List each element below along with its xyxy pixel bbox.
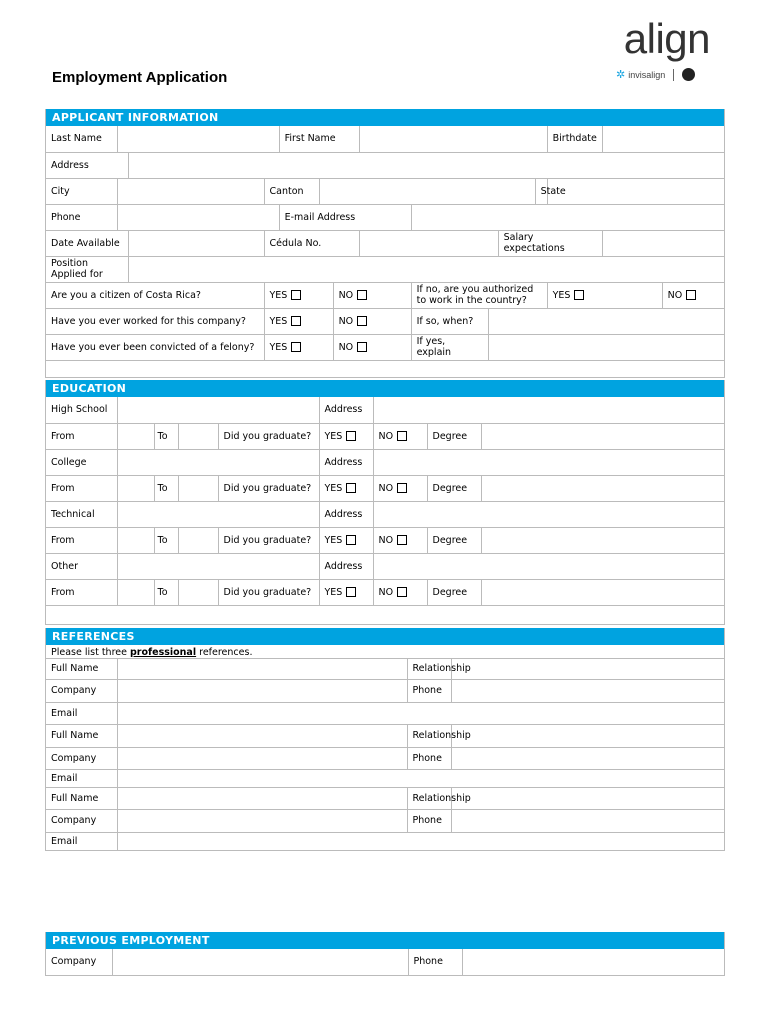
input-cedula[interactable] — [359, 230, 498, 256]
yes-label: YES — [324, 430, 343, 442]
checkbox[interactable] — [291, 290, 301, 300]
education-table — [46, 397, 724, 625]
yes-label: YES — [552, 289, 571, 301]
checkbox[interactable] — [397, 483, 407, 493]
label-cedula: Cédula No. — [264, 230, 359, 256]
no-label: NO — [667, 289, 683, 301]
align-logo — [610, 15, 710, 81]
input-degree[interactable] — [481, 527, 724, 553]
label-ref-relationship: Relationship — [407, 724, 451, 747]
label-ref-relationship: Relationship — [407, 787, 451, 809]
checkbox[interactable] — [357, 342, 367, 352]
graduate-no[interactable] — [373, 579, 427, 605]
input-degree[interactable] — [481, 475, 724, 501]
label-ref-full-name: Full Name — [46, 659, 117, 679]
label-from: From — [46, 423, 117, 449]
checkbox[interactable] — [346, 483, 356, 493]
input-school-address[interactable] — [373, 397, 724, 423]
input-canton[interactable] — [319, 178, 535, 204]
input-position[interactable] — [128, 256, 724, 282]
graduate-yes[interactable] — [319, 579, 373, 605]
logo-wordmark: align — [623, 15, 710, 62]
label-ref-email: Email — [46, 769, 117, 787]
label-school-type: College — [46, 449, 117, 475]
references-note — [46, 645, 724, 659]
label-when-question: If so, when? — [411, 308, 488, 334]
label-authorized-question: If no, are you authorized to work in the country? — [411, 282, 547, 308]
page-title: Employment Application — [52, 69, 228, 86]
checkbox[interactable] — [291, 342, 301, 352]
graduate-yes[interactable] — [319, 527, 373, 553]
label-ref-relationship: Relationship — [407, 659, 451, 679]
input-salary[interactable] — [602, 230, 724, 256]
label-canton: Canton — [264, 178, 319, 204]
previous-employment-table — [46, 949, 724, 976]
label-degree: Degree — [427, 475, 481, 501]
input-to[interactable] — [178, 423, 218, 449]
label-state: State — [535, 178, 547, 204]
checkbox[interactable] — [686, 290, 696, 300]
logo-divider — [673, 69, 674, 81]
graduate-yes[interactable] — [319, 423, 373, 449]
input-explain[interactable] — [488, 334, 724, 360]
input-from[interactable] — [117, 579, 154, 605]
label-birthdate: Birthdate — [547, 126, 602, 152]
no-label: NO — [338, 341, 354, 353]
yes-label: YES — [269, 289, 288, 301]
label-school-address: Address — [319, 449, 373, 475]
input-prev-phone[interactable] — [462, 949, 724, 975]
input-to[interactable] — [178, 527, 218, 553]
label-ref-phone: Phone — [407, 809, 451, 832]
worked-no[interactable] — [333, 308, 411, 334]
input-ref-email[interactable] — [117, 702, 724, 724]
input-ref-relationship[interactable] — [451, 787, 724, 809]
input-ref-phone[interactable] — [451, 679, 724, 702]
label-address: Address — [46, 152, 128, 178]
input-school-name[interactable] — [117, 553, 319, 579]
input-ref-phone[interactable] — [451, 747, 724, 769]
label-from: From — [46, 579, 117, 605]
label-school-type: Other — [46, 553, 117, 579]
input-school-address[interactable] — [373, 449, 724, 475]
yes-label: YES — [324, 534, 343, 546]
label-degree: Degree — [427, 527, 481, 553]
label-prev-company: Company — [46, 949, 112, 975]
input-birthdate[interactable] — [602, 126, 724, 152]
label-degree: Degree — [427, 423, 481, 449]
input-ref-company[interactable] — [117, 679, 407, 702]
label-graduate: Did you graduate? — [218, 579, 319, 605]
label-date-available: Date Available — [46, 230, 128, 256]
label-salary: Salary expectations — [498, 230, 602, 256]
label-prev-phone: Phone — [408, 949, 462, 975]
no-label: NO — [378, 482, 394, 494]
input-date-available[interactable] — [128, 230, 264, 256]
checkbox[interactable] — [397, 535, 407, 545]
label-email: E-mail Address — [279, 204, 411, 230]
input-ref-company[interactable] — [117, 809, 407, 832]
input-from[interactable] — [117, 423, 154, 449]
input-phone[interactable] — [117, 204, 279, 230]
input-ref-email[interactable] — [117, 769, 724, 787]
felony-no[interactable] — [333, 334, 411, 360]
input-from[interactable] — [117, 475, 154, 501]
itero-badge-icon — [682, 68, 695, 81]
section-header-applicant: APPLICANT INFORMATION — [46, 109, 724, 126]
label-to: To — [154, 527, 178, 553]
checkbox[interactable] — [574, 290, 584, 300]
checkbox[interactable] — [397, 587, 407, 597]
input-ref-relationship[interactable] — [451, 659, 724, 679]
label-first-name: First Name — [279, 126, 359, 152]
input-when[interactable] — [488, 308, 724, 334]
label-to: To — [154, 475, 178, 501]
logo-subbrand — [616, 68, 695, 81]
spacer-row — [46, 360, 724, 377]
note-text-end: references. — [196, 647, 253, 658]
no-label: NO — [378, 534, 394, 546]
input-last-name[interactable] — [117, 126, 279, 152]
label-graduate: Did you graduate? — [218, 423, 319, 449]
label-ref-company: Company — [46, 747, 117, 769]
input-ref-email[interactable] — [117, 832, 724, 850]
citizen-yes[interactable] — [264, 282, 333, 308]
label-school-address: Address — [319, 553, 373, 579]
checkbox[interactable] — [357, 290, 367, 300]
input-school-address[interactable] — [373, 553, 724, 579]
input-from[interactable] — [117, 527, 154, 553]
applicant-table — [46, 126, 724, 378]
no-label: NO — [378, 586, 394, 598]
section-header-education: EDUCATION — [46, 380, 724, 397]
checkbox[interactable] — [397, 431, 407, 441]
label-worked-question: Have you ever worked for this company? — [46, 308, 264, 334]
felony-yes[interactable] — [264, 334, 333, 360]
input-school-name[interactable] — [117, 397, 319, 423]
section-header-previous-employment: PREVIOUS EMPLOYMENT — [46, 932, 724, 949]
label-ref-email: Email — [46, 702, 117, 724]
label-felony-question: Have you ever been convicted of a felony? — [46, 334, 264, 360]
input-ref-full-name[interactable] — [117, 787, 407, 809]
checkbox[interactable] — [346, 587, 356, 597]
graduate-no[interactable] — [373, 475, 427, 501]
worked-yes[interactable] — [264, 308, 333, 334]
label-ref-full-name: Full Name — [46, 724, 117, 747]
no-label: NO — [338, 289, 354, 301]
note-text: Please list three — [51, 647, 130, 658]
input-address[interactable] — [128, 152, 724, 178]
input-city[interactable] — [117, 178, 264, 204]
input-school-name[interactable] — [117, 501, 319, 527]
input-school-name[interactable] — [117, 449, 319, 475]
input-ref-phone[interactable] — [451, 809, 724, 832]
yes-label: YES — [324, 482, 343, 494]
label-graduate: Did you graduate? — [218, 527, 319, 553]
input-ref-company[interactable] — [117, 747, 407, 769]
sparkle-icon: ✲ — [616, 69, 626, 81]
label-school-address: Address — [319, 501, 373, 527]
authorized-no[interactable] — [662, 282, 724, 308]
no-label: NO — [338, 315, 354, 327]
input-degree[interactable] — [481, 579, 724, 605]
previous-employment-section — [45, 932, 725, 976]
input-to[interactable] — [178, 475, 218, 501]
input-state[interactable] — [547, 178, 724, 204]
input-prev-company[interactable] — [112, 949, 408, 975]
label-position: Position Applied for — [46, 256, 128, 282]
label-citizen-question: Are you a citizen of Costa Rica? — [46, 282, 264, 308]
checkbox[interactable] — [357, 316, 367, 326]
label-graduate: Did you graduate? — [218, 475, 319, 501]
yes-label: YES — [269, 315, 288, 327]
label-school-address: Address — [319, 397, 373, 423]
spacer-row — [46, 605, 724, 624]
label-to: To — [154, 579, 178, 605]
logo-sub-text: invisalign — [628, 69, 666, 80]
input-ref-relationship[interactable] — [451, 724, 724, 747]
label-school-type: High School — [46, 397, 117, 423]
references-section — [45, 628, 725, 851]
label-city: City — [46, 178, 117, 204]
label-to: To — [154, 423, 178, 449]
graduate-no[interactable] — [373, 423, 427, 449]
input-first-name[interactable] — [359, 126, 547, 152]
authorized-yes[interactable] — [547, 282, 662, 308]
yes-label: YES — [324, 586, 343, 598]
label-from: From — [46, 527, 117, 553]
checkbox[interactable] — [291, 316, 301, 326]
yes-label: YES — [269, 341, 288, 353]
label-ref-full-name: Full Name — [46, 787, 117, 809]
checkbox[interactable] — [346, 431, 356, 441]
graduate-yes[interactable] — [319, 475, 373, 501]
input-to[interactable] — [178, 579, 218, 605]
label-ref-phone: Phone — [407, 679, 451, 702]
input-school-address[interactable] — [373, 501, 724, 527]
citizen-no[interactable] — [333, 282, 411, 308]
input-ref-full-name[interactable] — [117, 724, 407, 747]
label-ref-email: Email — [46, 832, 117, 850]
graduate-no[interactable] — [373, 527, 427, 553]
no-label: NO — [378, 430, 394, 442]
education-section — [45, 380, 725, 625]
label-school-type: Technical — [46, 501, 117, 527]
label-last-name: Last Name — [46, 126, 117, 152]
section-header-references: REFERENCES — [46, 628, 724, 645]
input-ref-full-name[interactable] — [117, 659, 407, 679]
references-table — [46, 659, 724, 851]
label-ref-company: Company — [46, 679, 117, 702]
label-ref-phone: Phone — [407, 747, 451, 769]
label-explain-question: If yes, explain — [411, 334, 488, 360]
input-email[interactable] — [411, 204, 724, 230]
label-degree: Degree — [427, 579, 481, 605]
label-phone: Phone — [46, 204, 117, 230]
label-ref-company: Company — [46, 809, 117, 832]
applicant-section — [45, 109, 725, 378]
input-degree[interactable] — [481, 423, 724, 449]
label-from: From — [46, 475, 117, 501]
note-bold: professional — [129, 647, 197, 658]
checkbox[interactable] — [346, 535, 356, 545]
